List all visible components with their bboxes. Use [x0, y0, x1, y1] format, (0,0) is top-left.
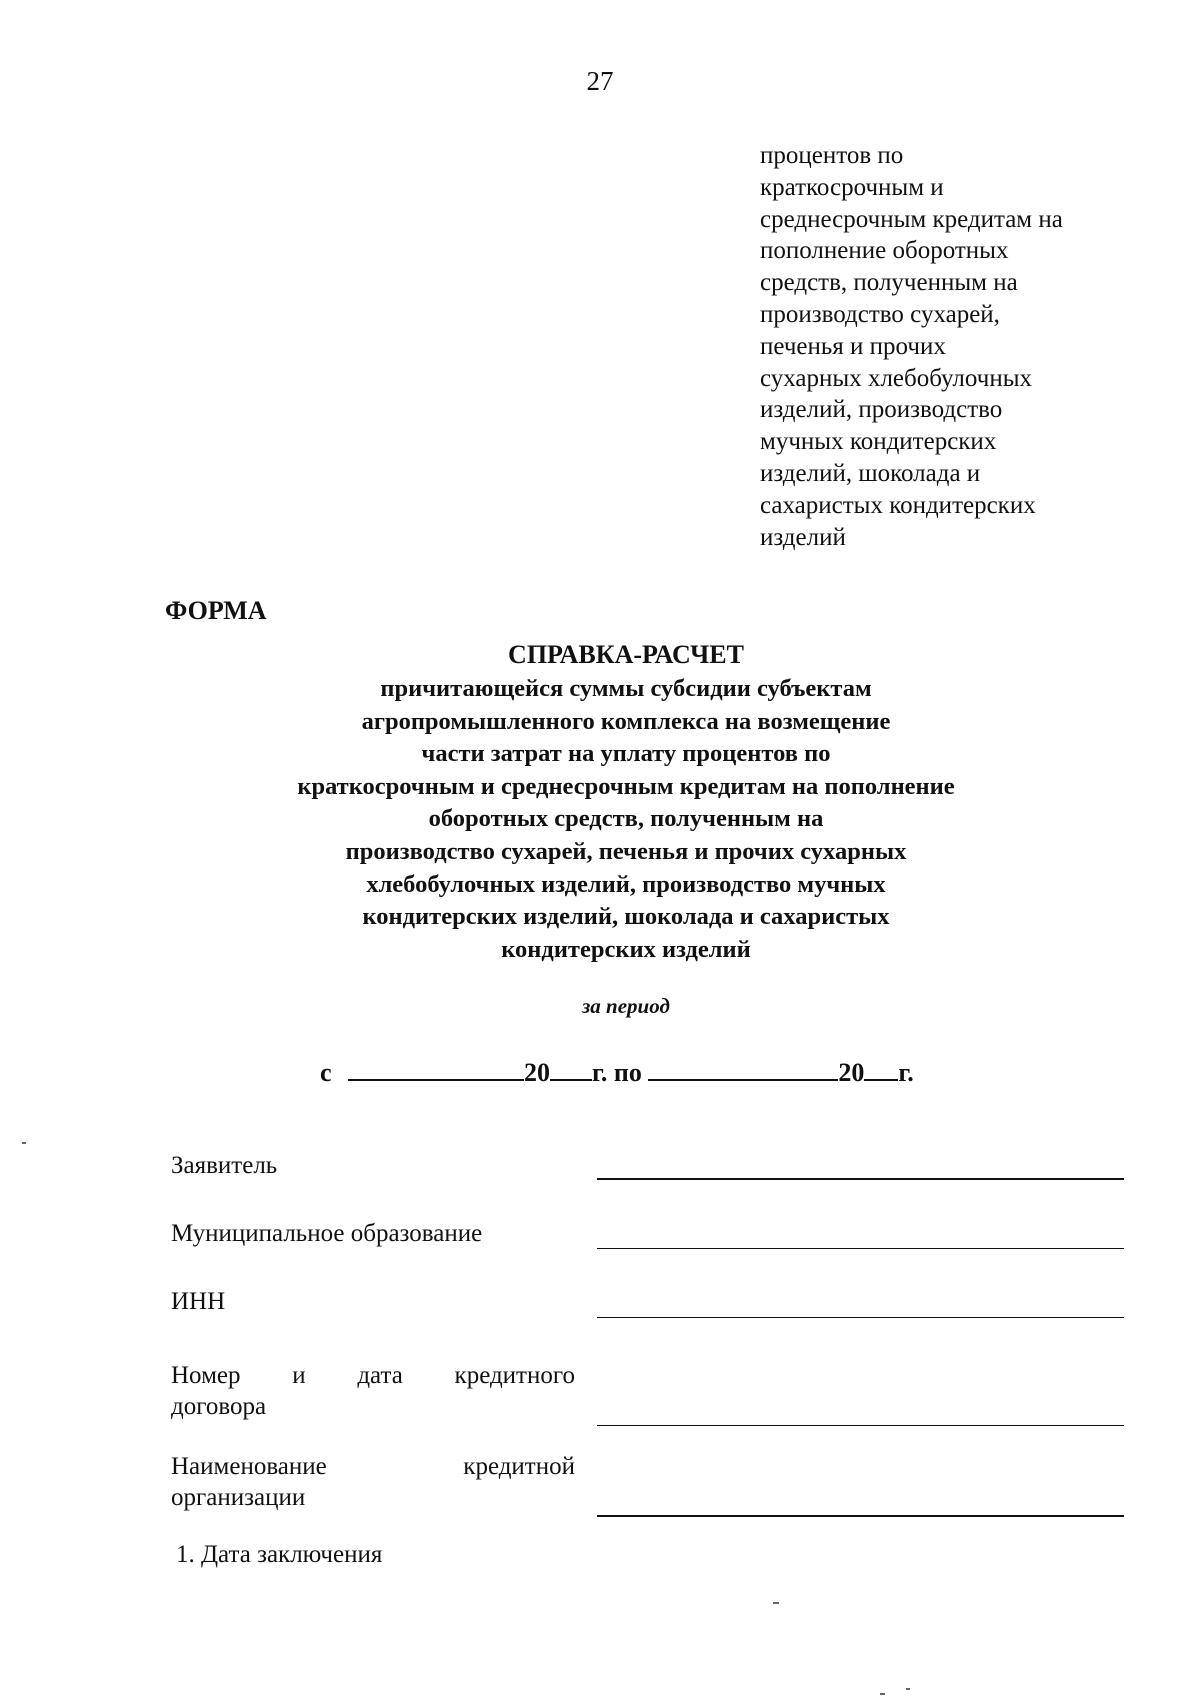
- inn-field-line[interactable]: [597, 1317, 1124, 1318]
- period-end-year-blank[interactable]: [864, 1053, 898, 1081]
- period-line: [320, 1053, 914, 1088]
- scan-speck: [880, 1693, 885, 1695]
- period-year-prefix-2: 20: [838, 1058, 865, 1087]
- appendix-note-line: сахаристых кондитерских: [760, 491, 1036, 519]
- subtitle-line: агропромышленного комплекса на возмещение: [361, 707, 891, 735]
- appendix-note-line: печенья и прочих: [760, 332, 946, 360]
- municipality-field-line[interactable]: [597, 1248, 1124, 1249]
- subtitle-line: кондитерских изделий, шоколада и сахаристых: [362, 903, 890, 931]
- subtitle-line: оборотных средств, полученным на: [428, 805, 824, 833]
- credit-organization-field-line[interactable]: [597, 1515, 1124, 1517]
- label-word: дата: [357, 1362, 403, 1389]
- subtitle-line: причитающейся суммы субсидии субъектам: [380, 675, 872, 702]
- period-caption: за период: [582, 994, 670, 1018]
- appendix-note-line: изделий, производство: [760, 396, 1003, 424]
- appendix-note-line: изделий, шоколада и: [760, 459, 981, 487]
- applicant-field-line[interactable]: [597, 1178, 1124, 1180]
- appendix-note-line: среднесрочным кредитам на: [760, 205, 1063, 233]
- field-label-credit-organization: [171, 1451, 575, 1513]
- label-word: Наименование: [171, 1453, 327, 1480]
- appendix-note-line: изделий: [760, 523, 846, 551]
- period-start-date-blank[interactable]: [348, 1053, 524, 1081]
- label-word: и: [292, 1362, 306, 1389]
- subtitle-line: части затрат на уплату процентов по: [421, 740, 831, 768]
- label-word: Номер: [171, 1362, 241, 1389]
- field-label-credit-agreement-line2: договора: [171, 1393, 267, 1420]
- page-number: 27: [586, 66, 614, 96]
- appendix-note-line: краткосрочным и: [760, 173, 944, 201]
- subtitle-line: кондитерских изделий: [501, 935, 751, 963]
- appendix-note-line: процентов по: [760, 142, 904, 169]
- appendix-note-line: производство сухарей,: [760, 300, 1000, 328]
- field-label-municipality: Муниципальное образование: [171, 1220, 483, 1247]
- appendix-note: [760, 140, 1140, 553]
- scan-speck: [22, 1142, 26, 1144]
- form-label: ФОРМА: [165, 596, 267, 625]
- appendix-note-line: средств, полученным на: [760, 269, 1018, 297]
- period-year-suffix-2: г.: [898, 1058, 914, 1087]
- subtitle-line: производство сухарей, печенья и прочих сухарных: [345, 837, 907, 865]
- label-word: кредитного: [454, 1362, 575, 1389]
- subtitle-line: хлебобулочных изделий, производство мучных: [366, 870, 886, 898]
- appendix-note-line: сухарных хлебобулочных: [760, 364, 1032, 392]
- period-end-date-blank[interactable]: [648, 1053, 838, 1081]
- scan-speck: [906, 1688, 910, 1690]
- period-year-prefix-1: 20: [524, 1058, 551, 1087]
- field-label-applicant: Заявитель: [171, 1152, 278, 1179]
- item-conclusion-date: 1. Дата заключения: [176, 1541, 383, 1568]
- field-label-inn: ИНН: [171, 1288, 226, 1315]
- period-from-prefix: с: [320, 1058, 332, 1087]
- field-label-credit-agreement-line1: [171, 1360, 575, 1391]
- subtitle-line: краткосрочным и среднесрочным кредитам на пополнение: [297, 772, 955, 800]
- field-label-credit-organization-line2: организации: [171, 1484, 306, 1511]
- credit-agreement-field-line[interactable]: [597, 1425, 1124, 1426]
- appendix-note-line: пополнение оборотных: [760, 237, 1009, 265]
- appendix-note-line: мучных кондитерских: [760, 428, 997, 456]
- label-word: кредитной: [463, 1453, 575, 1480]
- field-label-credit-organization-line1: [171, 1451, 575, 1482]
- period-year-suffix-1: г. по: [592, 1058, 642, 1087]
- period-start-year-blank[interactable]: [550, 1053, 592, 1081]
- scan-speck: [773, 1602, 779, 1604]
- field-label-credit-agreement: [171, 1360, 575, 1422]
- document-title: СПРАВКА-РАСЧЕТ: [508, 640, 744, 669]
- document-subtitle: [0, 673, 1200, 966]
